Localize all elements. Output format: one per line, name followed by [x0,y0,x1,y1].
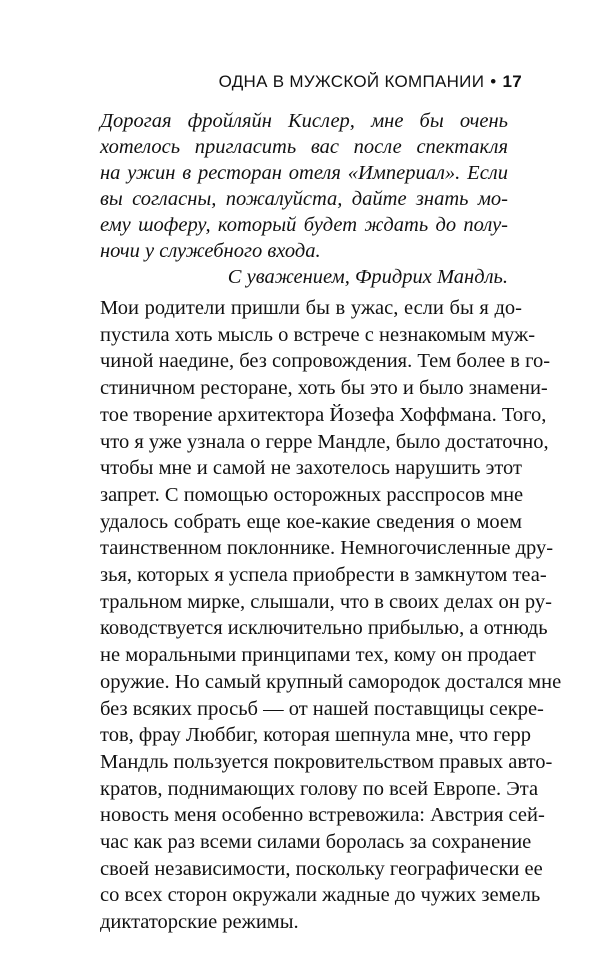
body-line: Мои родители пришли бы в ужас, если бы я до- [100,297,522,319]
body-line: кратов, поднимающих голову по всей Европе. Эта [100,777,539,800]
body-line: что я уже узнала о герре Мандле, было достаточно, [100,430,549,453]
body-line: со всех сторон окружали жадные до чужих земель [100,884,541,907]
letter-line: ему шоферу, который будет ждать до полу- [100,214,508,236]
body-line: своей независимости, поскольку географически ее [100,857,543,880]
body-line: тральном мирке, слышали, что в своих делах он ру- [100,590,552,613]
letter-line: на ужин в ресторан отеля «Империал». Если [100,162,508,184]
body-line: тов, фрау Люббиг, которая шепнула мне, что герр [100,724,532,747]
letter-line: вы согласны, пожалуйста, дайте знать мо- [100,188,508,210]
body-line: таинственном поклоннике. Немногочисленные дру- [100,537,554,560]
body-line: без всяких просьб — от нашей поставщицы секре- [100,697,544,720]
body-line: новость меня особенно встревожила: Австрия сей- [100,804,545,827]
body-line: чиной наедине, без сопровождения. Тем более в го- [100,350,551,373]
body-line: пустила хоть мысль о встрече с незнакомым муж- [100,323,536,346]
body-line: тое творение архитектора Йозефа Хоффмана. Того, [100,403,547,426]
body-paragraph [100,295,562,936]
body-line: удалось собрать еще кое-какие сведения о моем [100,510,522,533]
letter-line: хотелось пригласить вас после спектакля [100,136,508,158]
letter-line: Дорогая фройляйн Кислер, мне бы очень [100,110,508,132]
letter-quote [100,108,508,290]
page-number: 17 [502,72,522,91]
bullet-separator: • [490,72,497,91]
running-title: ОДНА В МУЖСКОЙ КОМПАНИИ [218,72,485,91]
body-line: запрет. С помощью осторожных расспросов мне [100,483,524,506]
letter-signature: С уважением, Фридрих Мандль. [227,266,508,288]
body-line: зья, которых я успела приобрести в замкнутом теа- [100,564,547,587]
body-line: Мандль пользуется покровительством правых авто- [100,750,553,773]
body-line: чтобы мне и самой не захотелось нарушить этот [100,457,522,480]
body-line: не моральными принципами тех, кому он продает [100,644,536,667]
body-line: час как раз всеми силами боролась за сохранение [100,831,532,854]
body-line: ководствуется исключительно прибылью, а отнюдь [100,617,548,640]
body-line: стиничном ресторане, хоть бы это и было знамени- [100,377,548,400]
running-header [219,72,522,92]
body-line: диктаторские режимы. [100,911,299,934]
body-line: оружие. Но самый крупный самородок достался мне [100,670,562,693]
letter-line: ночи у служебного входа. [100,240,321,262]
